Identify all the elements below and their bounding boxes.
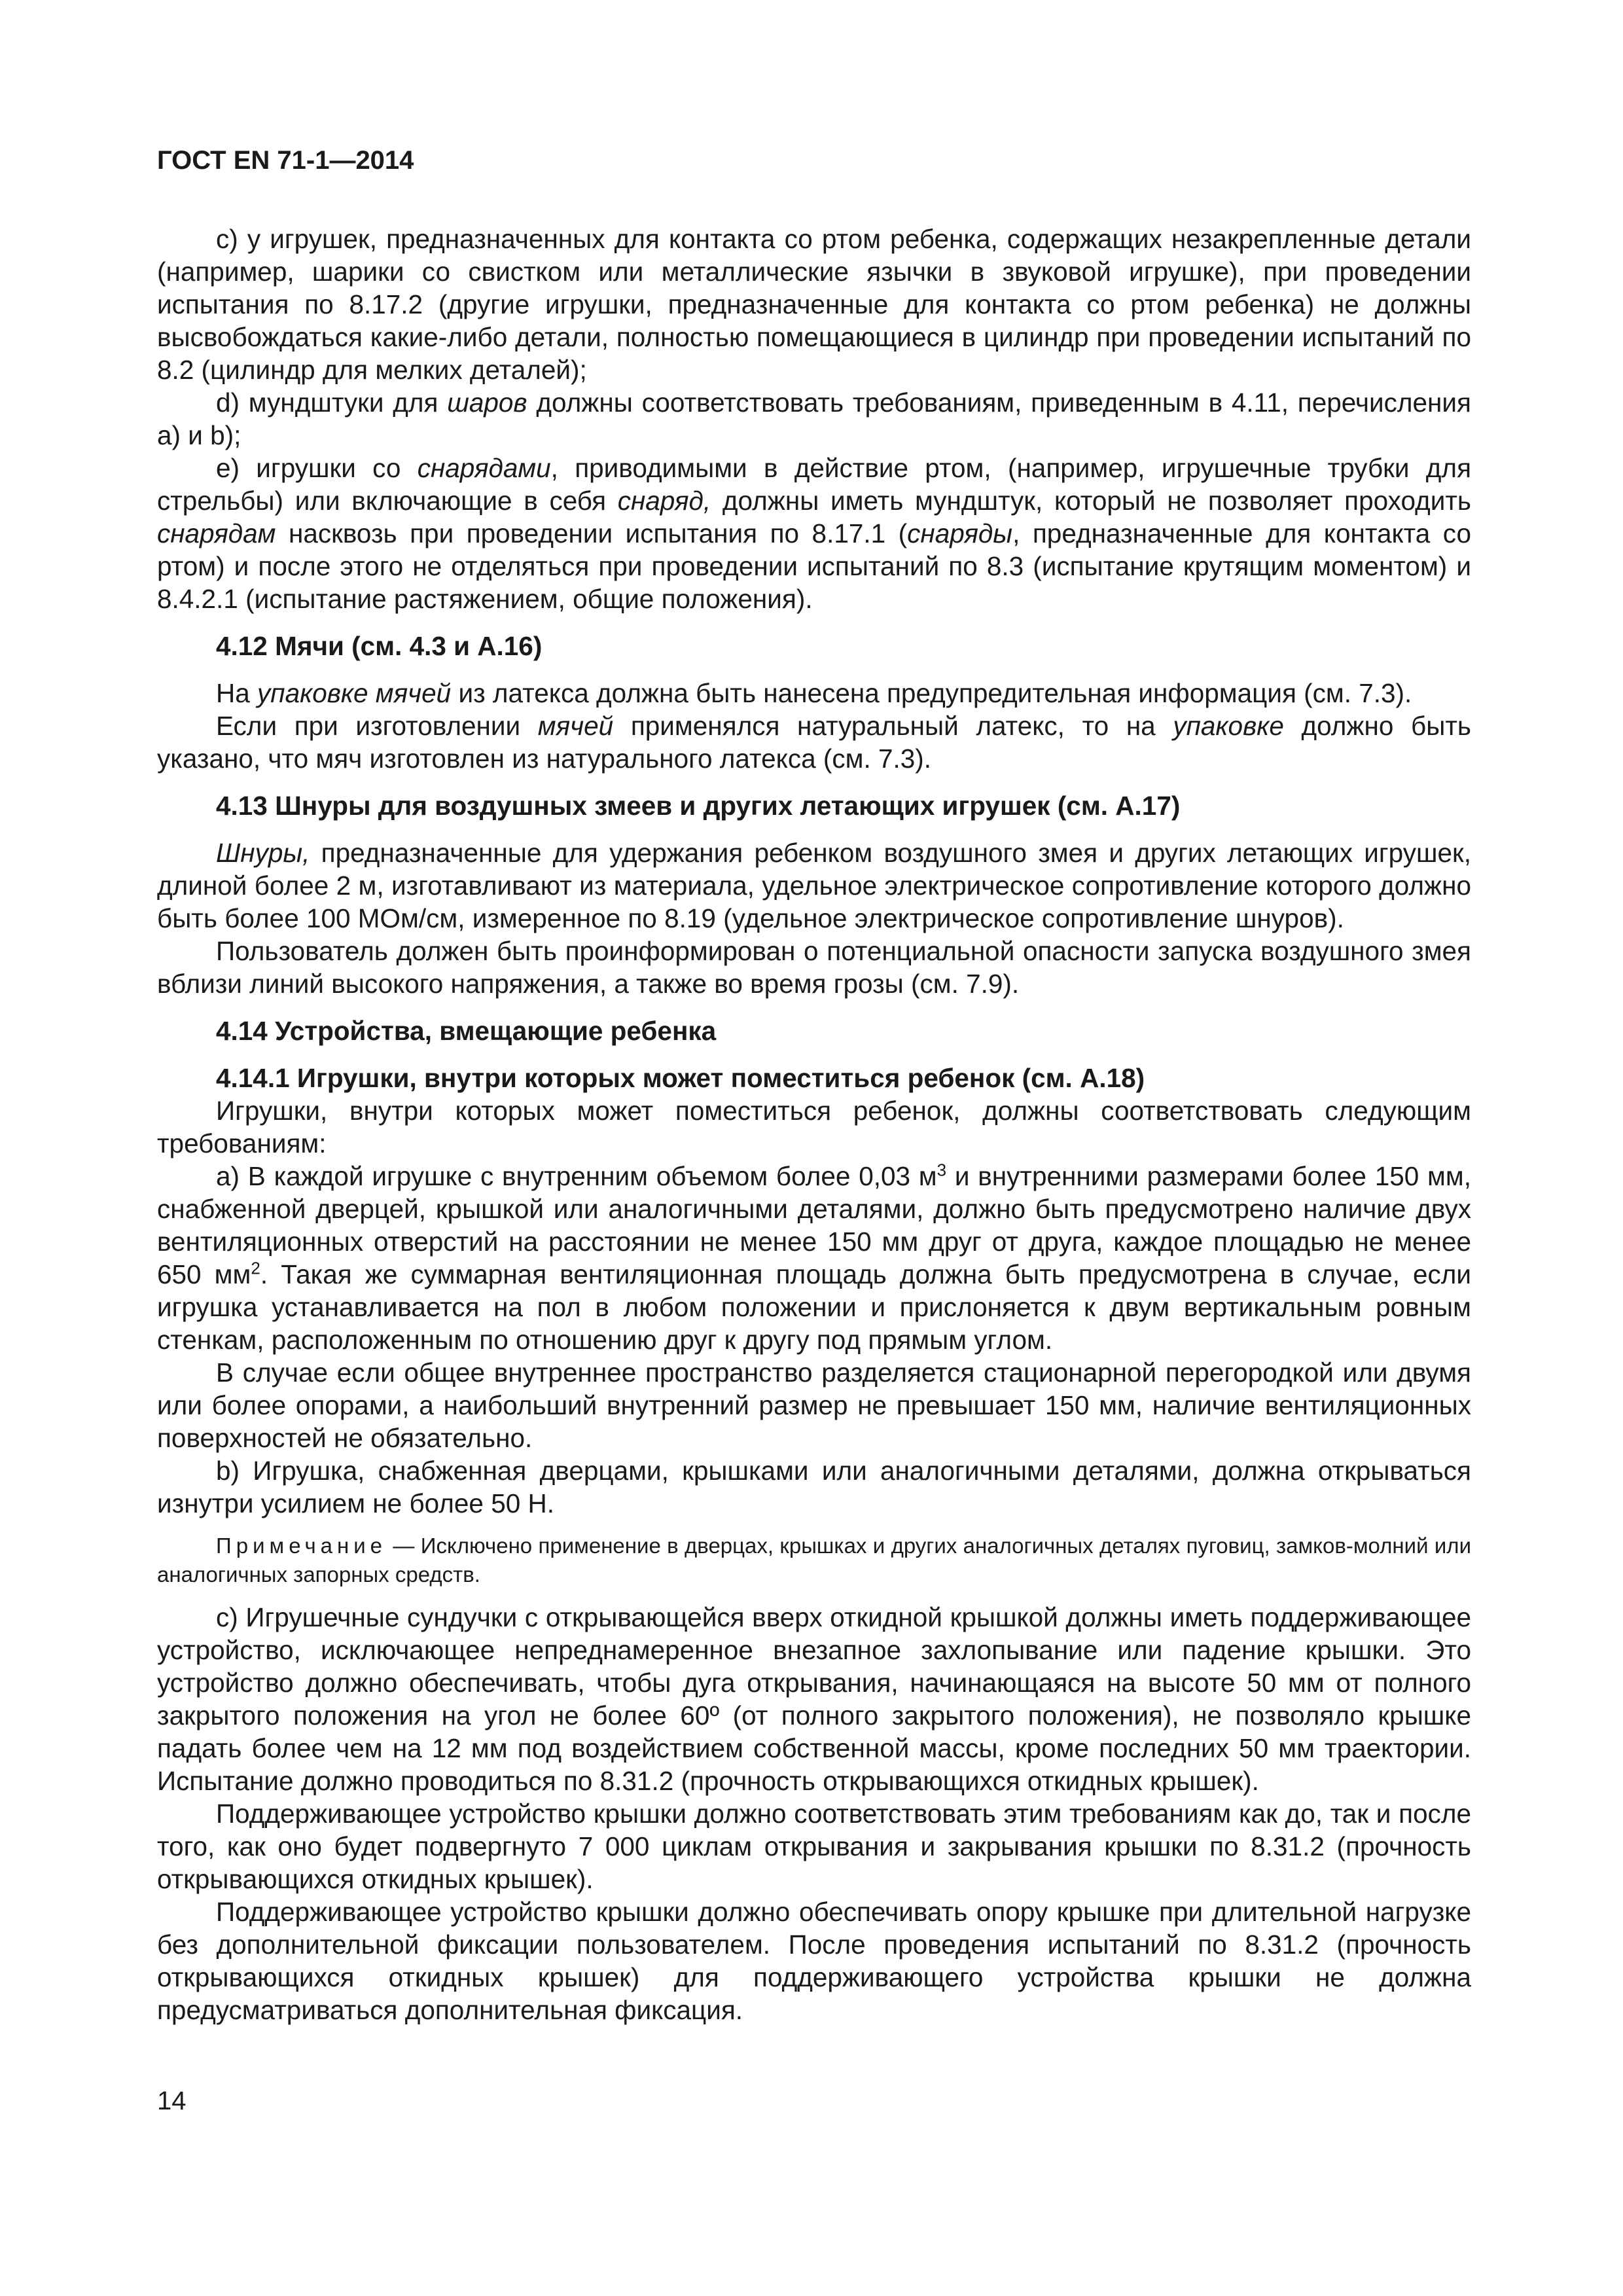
paragraph-4-13-2: Пользователь должен быть проинформирован о потенциальной опасности запуска воздушного змея вблизи линий высокого напряжения, а также во время грозы (см. 7.9). [157, 936, 1471, 999]
paragraph-4-13-1: Шнуры, предназначенные для удержания ребенком воздушного змея и других летающих игрушек, длиной более 2 м, изготавливают из материала, удельное электрическое сопротивление которого должно быть более 100 МОм/см, измеренное по 8.19 (удельное электрическое сопротивление шнуров). [157, 838, 1471, 933]
document-header: ГОСТ EN 71-1—2014 [157, 146, 414, 175]
paragraph-e-projectiles: е) игрушки со снарядами, приводимыми в действие ртом, (например, игрушечные трубки для стрельбы) или включающие в себя снаряд, должны иметь мундштук, который не позволяет проходить снарядам насквозь при проведении испытания по 8.17.1 (снаряды, предназначенные для контакта со ртом) и после этого не отделяться при проведении испытаний по 8.3 (испытание крутящим моментом) и 8.4.2.1 (испытание растяжением, общие положения). [157, 453, 1472, 614]
paragraph-c-mouth-toys: с) у игрушек, предназначенных для контакта со ртом ребенка, содержащих незакрепленные детали (например, шарики со свистком или металлические язычки в звуковой игрушке), при проведении испытания по 8.17.2 (другие игрушки, предназначенные для контакта со ртом ребенка) не должны высвобождаться какие-либо детали, полностью помещающиеся в цилиндр при проведении испытаний по 8.2 (цилиндр для мелких деталей); [157, 224, 1471, 385]
page-number: 14 [157, 2087, 187, 2115]
paragraph-4-14-support-1: Поддерживающее устройство крышки должно соответствовать этим требованиям как до, так и после того, как оно будет подвергнуто 7 000 циклам открывания и закрывания крышки по 8.31.2 (прочность открывающихся откидных крышек). [157, 1799, 1471, 1894]
paragraph-4-14-b: b) Игрушка, снабженная дверцами, крышками или аналогичными деталями, должна открываться изнутри усилием не более 50 Н. [157, 1456, 1471, 1518]
paragraph-4-12-1: На упаковке мячей из латекса должна быть нанесена предупредительная информация (см. 7.3). [216, 678, 1412, 708]
document-page [157, 144, 1471, 2026]
note-label: Примечание [216, 1534, 387, 1558]
section-heading-4-13: 4.13 Шнуры для воздушных змеев и других летающих игрушек (см. А.17) [216, 791, 1181, 821]
paragraph-4-14-support-2: Поддерживающее устройство крышки должно обеспечивать опору крышке при длительной нагрузке без дополнительной фиксации пользователем. После проведения испытаний по 8.31.2 (прочность открывающихся откидных крышек) для поддерживающего устройства крышки не должна предусматриваться дополнительная фиксация. [157, 1897, 1471, 2025]
paragraph-4-14-case: В случае если общее внутреннее пространство разделяется стационарной перегородкой или двумя или более опорами, а наибольший внутренний размер не превышает 150 мм, наличие вентиляционных поверхностей не обязательно. [157, 1357, 1471, 1453]
paragraph-4-14-a: а) В каждой игрушке с внутренним объемом более 0,03 $м^3$ и внутренними размерами более 150 мм, снабженной дверцей, крышкой или аналогичными деталями, должно быть предусмотрено наличие двух вентиляционных отверстий на расстоянии не менее 150 мм друг от друга, каждое площадью не менее 650 $мм^2$. Такая же суммарная вентиляционная площадь должна быть предусмотрена в случае, если игрушка устанавливается на пол в любом положении и прислоняется к двум вертикальным ровным стенкам, расположенным по отношению друг к другу под прямым углом. [157, 1160, 1472, 1355]
note: Примечание — Исключено применение в дверцах, крышках и других аналогичных деталях пуговиц, замков-молний или аналогичных запорных средств. [157, 1534, 1471, 1587]
section-heading-4-14: 4.14 Устройства, вмещающие ребенка [216, 1016, 717, 1046]
subsection-heading-4-14-1: 4.14.1 Игрушки, внутри которых может поместиться ребенок (см. А.18) [216, 1063, 1145, 1093]
paragraph-4-14-c: с) Игрушечные сундучки с открывающейся вверх откидной крышкой должны иметь поддерживающее устройство, исключающее непреднамеренное внезапное захлопывание или падение крышки. Это устройство должно обеспечивать, чтобы дуга открывания, начинающаяся на высоте 50 мм от полного закрытого положения на угол не более 60º (от полного закрытого положения), не позволяло крышке падать более чем на 12 мм под воздействием собственной массы, кроме последних 50 мм траектории. Испытание должно проводиться по 8.31.2 (прочность открывающихся откидных крышек). [157, 1602, 1471, 1796]
paragraph-4-14-intro: Игрушки, внутри которых может поместиться ребенок, должны соответствовать следующим требованиям: [157, 1096, 1471, 1158]
section-heading-4-12: 4.12 Мячи (см. 4.3 и А.16) [216, 631, 543, 661]
paragraph-4-12-2: Если при изготовлении мячей применялся натуральный латекс, то на упаковке должно быть указано, что мяч изготовлен из натурального латекса (см. 7.3). [157, 711, 1471, 774]
paragraph-d-mouthpieces: d) мундштуки для шаров должны соответствовать требованиям, приведенным в 4.11, перечисления а) и b); [157, 387, 1471, 450]
